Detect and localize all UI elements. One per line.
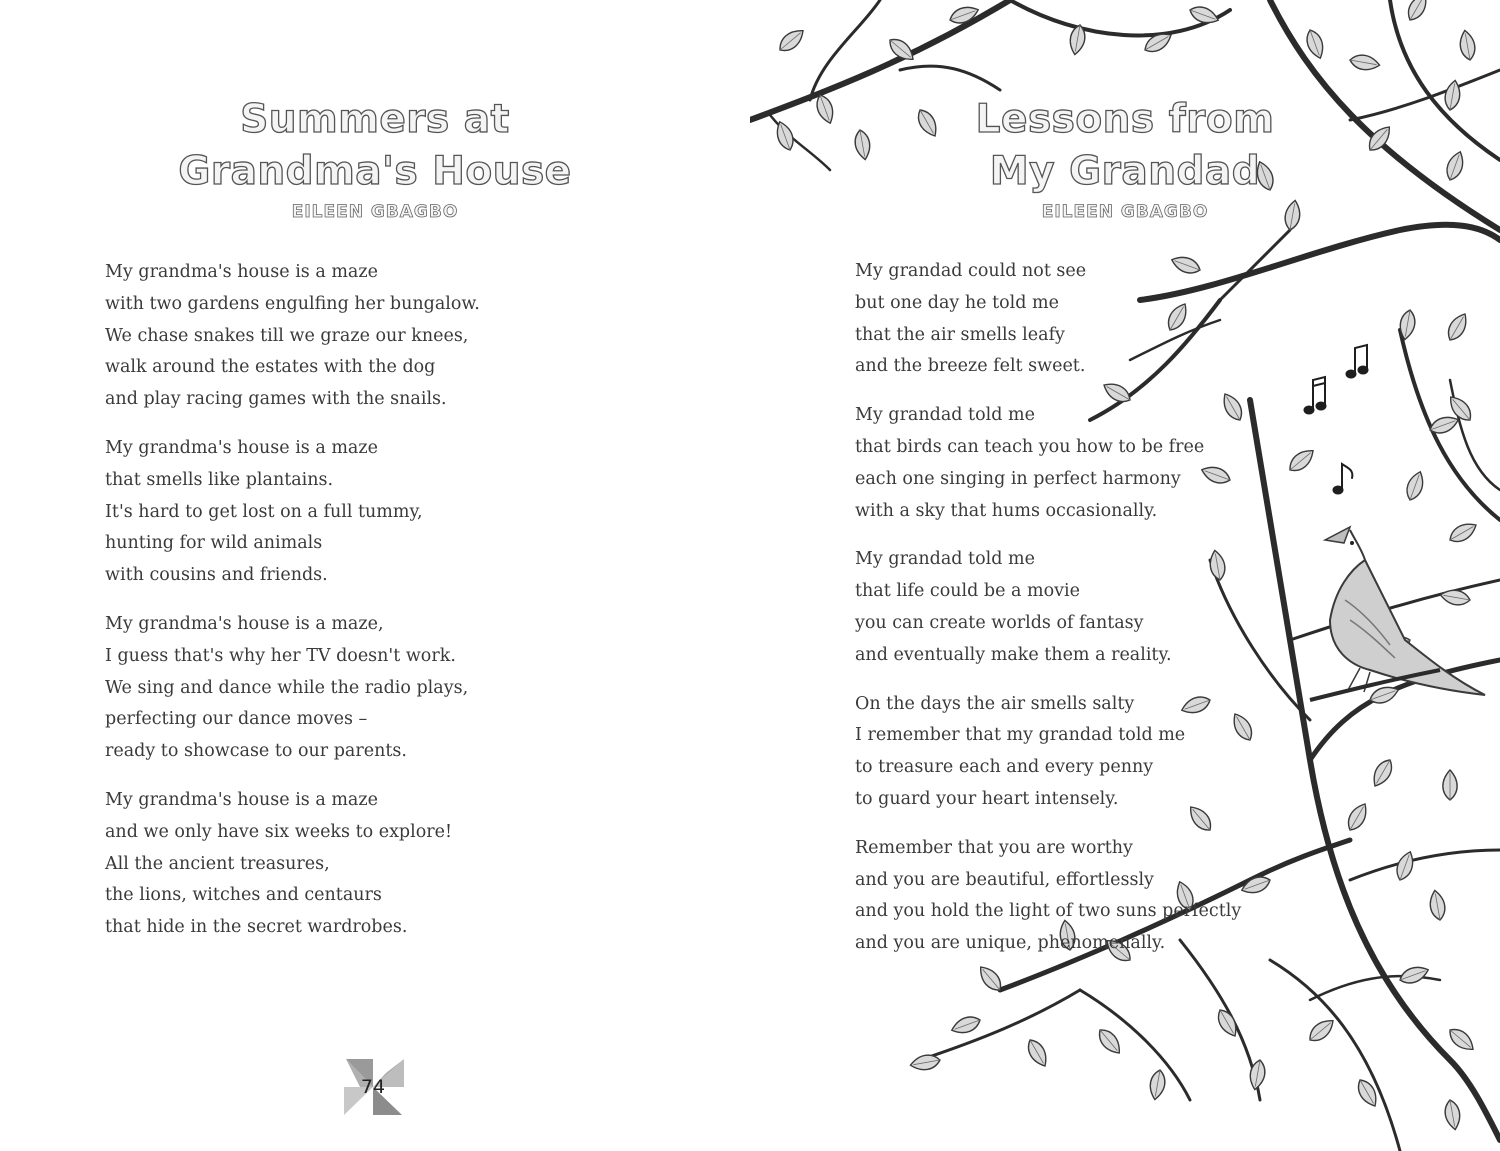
poem-line: the lions, witches and centaurs xyxy=(105,885,382,906)
poem-stanza xyxy=(105,785,625,944)
poem-line: My grandad told me xyxy=(855,405,1035,426)
poem-stanza xyxy=(855,544,1355,671)
poem-line: to guard your heart intensely. xyxy=(855,788,1119,809)
poem-line: It's hard to get lost on a full tummy, xyxy=(105,501,423,522)
poem-line: and we only have six weeks to explore! xyxy=(105,821,453,842)
poem-line: and you are unique, phenomenally. xyxy=(855,933,1166,954)
poem-line: that life could be a movie xyxy=(855,581,1080,602)
poem-line: We sing and dance while the radio plays, xyxy=(105,677,469,698)
poem-line: you can create worlds of fantasy xyxy=(855,612,1144,633)
right-title-line2: My Grandad xyxy=(989,149,1261,194)
left-poem-title xyxy=(150,94,600,198)
poem-line: ready to showcase to our parents. xyxy=(105,741,407,762)
poem-line: I remember that my grandad told me xyxy=(855,725,1186,746)
poem-line: and you hold the light of two suns perfectly xyxy=(855,901,1242,922)
poem-line: My grandma's house is a maze xyxy=(105,789,378,810)
poem-stanza xyxy=(855,400,1355,527)
poem-line: My grandad could not see xyxy=(855,261,1087,281)
poem-line: My grandma's house is a maze xyxy=(105,262,378,282)
left-title-line2: Grandma's House xyxy=(178,149,572,194)
poem-line: that the air smells leafy xyxy=(855,324,1065,345)
poem-line: that smells like plantains. xyxy=(105,469,334,490)
poem-line: but one day he told me xyxy=(855,292,1059,313)
right-poem-author: EILEEN GBAGBO xyxy=(1041,202,1209,222)
poem-line: My grandma's house is a maze xyxy=(105,437,378,458)
poem-line: hunting for wild animals xyxy=(105,533,323,554)
page-number: 74 xyxy=(360,1076,386,1098)
poem-stanza xyxy=(105,257,625,416)
poem-line: and the breeze felt sweet. xyxy=(855,356,1086,377)
poem-line: that birds can teach you how to be free xyxy=(855,436,1205,457)
right-page xyxy=(750,0,1500,1151)
left-poem-body xyxy=(105,257,625,961)
poem-line: and you are beautiful, effortlessly xyxy=(855,869,1154,890)
page-number-badge xyxy=(340,1055,406,1119)
left-poem-author: EILEEN GBAGBO xyxy=(291,202,459,222)
poem-stanza xyxy=(855,256,1355,383)
poem-line: My grandad told me xyxy=(855,549,1035,570)
poem-stanza xyxy=(105,609,625,768)
poem-line: with two gardens engulfing her bungalow. xyxy=(105,293,480,314)
poem-line: All the ancient treasures, xyxy=(105,853,330,874)
right-poem-title xyxy=(900,94,1350,198)
poem-line: to treasure each and every penny xyxy=(855,757,1154,778)
poem-line: and play racing games with the snails. xyxy=(105,389,447,410)
poem-stanza xyxy=(105,433,625,592)
poem-line: that hide in the secret wardrobes. xyxy=(105,917,408,938)
poem-line: We chase snakes till we graze our knees, xyxy=(105,325,469,346)
poem-line: and eventually make them a reality. xyxy=(855,644,1172,665)
poem-line: with a sky that hums occasionally. xyxy=(855,500,1158,521)
poem-stanza xyxy=(855,833,1355,960)
poem-line: with cousins and friends. xyxy=(105,565,328,586)
poem-line: Remember that you are worthy xyxy=(855,837,1133,858)
poem-stanza xyxy=(855,689,1355,816)
poem-line: perfecting our dance moves – xyxy=(105,709,368,730)
right-poem-body xyxy=(855,256,1355,977)
poem-line: On the days the air smells salty xyxy=(855,693,1135,714)
poem-line: I guess that's why her TV doesn't work. xyxy=(105,645,456,666)
poem-line: walk around the estates with the dog xyxy=(105,357,436,378)
poem-line: My grandma's house is a maze, xyxy=(105,613,384,634)
left-title-line1: Summers at xyxy=(240,97,510,142)
right-title-line1: Lessons from xyxy=(975,97,1275,142)
poem-line: each one singing in perfect harmony xyxy=(855,468,1181,489)
